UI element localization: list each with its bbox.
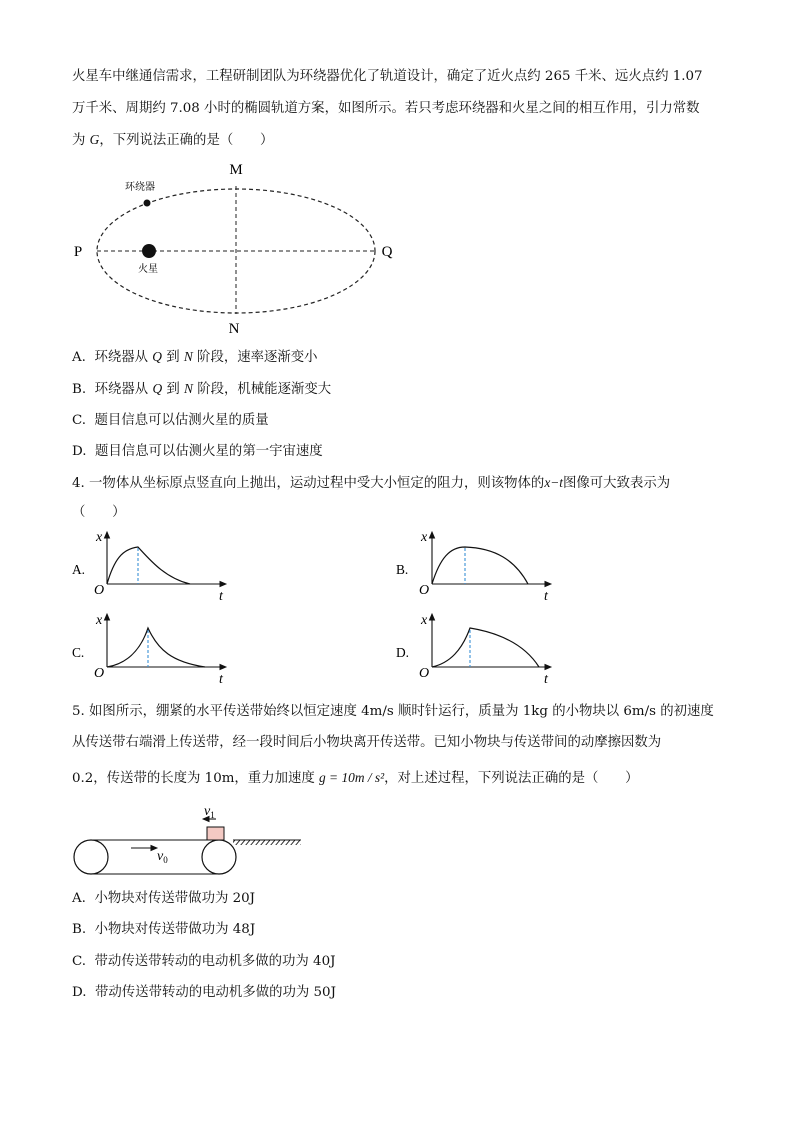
ground-hatch [233, 840, 301, 845]
x-t-symbol: x−t [544, 475, 564, 490]
q3-option-b-post: 阶段，机械能逐渐变大 [192, 382, 332, 397]
q3-stem-line3-post: ，下列说法正确的是（ ） [99, 133, 274, 148]
option-letter: C. [72, 413, 87, 428]
option-letter: B. [72, 922, 87, 937]
x-label: x [96, 613, 103, 628]
point-symbol: N [183, 349, 193, 364]
q5-option-d [72, 984, 336, 1002]
x-label: x [421, 613, 428, 628]
q5-option-c [72, 953, 335, 971]
gravity-formula: g = 10m / s² [319, 770, 385, 785]
graph-letter: A. [72, 562, 86, 577]
q5-stem-line3-post: ，对上述过程，下列说法正确的是（ ） [384, 771, 639, 786]
origin-label: O [94, 583, 105, 598]
origin-label: O [94, 666, 105, 681]
mars-label: 火星 [138, 264, 158, 275]
origin-label: O [419, 583, 430, 598]
small-block [207, 827, 224, 840]
option-text: 题目信息可以估测火星的质量 [94, 413, 269, 428]
x-label: x [421, 530, 428, 545]
option-letter: B. [72, 382, 87, 397]
option-letter: A. [72, 350, 86, 365]
option-text: 带动传送带转动的电动机多做的功为 40J [94, 954, 336, 969]
graph-letter: B. [396, 562, 409, 577]
option-text: 小物块对传送带做功为 48J [94, 922, 256, 937]
t-label: t [219, 672, 223, 687]
q3-option-a-post: 阶段，速率逐渐变小 [192, 350, 318, 365]
q4-stem-line2: （ ） [72, 505, 126, 520]
label-P: P [73, 244, 83, 260]
right-roller [202, 840, 236, 874]
point-symbol: Q [152, 381, 163, 396]
x-label: x [96, 530, 103, 545]
q3-stem-line1: 火星车中继通信需求，工程研制团队为环绕器优化了轨道设计，确定了近火点约 265 千米、远火点约 1.07 [72, 69, 703, 84]
t-label: t [219, 589, 223, 604]
q5-stem-line1: 5. 如图所示，绷紧的水平传送带始终以恒定速度 4m/s 顺时针运行，质量为 1kg 的小物块以 6m/s 的初速度 [72, 704, 714, 719]
option-text: 带动传送带转动的电动机多做的功为 50J [95, 985, 336, 1000]
q5-option-a [72, 890, 255, 908]
label-Q: Q [381, 244, 393, 260]
q5-stem-line2: 从传送带右端滑上传送带，经一段时间后小物块离开传送带。已知小物块与传送带间的动摩擦因数为 [72, 735, 662, 750]
point-symbol: N [184, 381, 193, 396]
point-symbol: Q [152, 349, 162, 364]
q3-option-a-pre: 环绕器从 [94, 350, 153, 365]
origin-label: O [419, 666, 430, 681]
option-letter: A. [72, 891, 86, 906]
v0-label: $v_0$ [157, 849, 168, 865]
q3-option-a-mid: 到 [161, 350, 184, 365]
q5-stem-line3-pre: 0.2，传送带的长度为 10m，重力加速度 [72, 771, 320, 786]
option-letter: C. [72, 954, 87, 969]
q4-stem-pre: 4. 一物体从坐标原点竖直向上抛出，运动过程中受大小恒定的阻力，则该物体的 [72, 476, 545, 491]
left-roller [74, 840, 108, 874]
q3-stem-line3-pre: 为 [72, 133, 90, 148]
option-letter: D. [72, 985, 87, 1000]
q3-option-b-mid: 到 [162, 382, 185, 397]
q5-option-b [72, 921, 255, 939]
gravitational-constant-symbol: G [89, 132, 100, 147]
label-M: M [229, 162, 243, 178]
orbiter-label: 环绕器 [125, 182, 155, 193]
option-text: 小物块对传送带做功为 20J [94, 891, 256, 906]
option-text: 题目信息可以估测火星的第一宇宙速度 [95, 444, 323, 459]
q3-stem-line2: 万千米、周期约 7.08 小时的椭圆轨道方案，如图所示。若只考虑环绕器和火星之间的相互作用，引力常数 [72, 101, 700, 116]
q4-stem-post: 图像可大致表示为 [563, 476, 671, 491]
graph-letter: C. [72, 645, 85, 660]
v1-label: $v_1$ [204, 804, 215, 820]
option-letter: D. [72, 444, 87, 459]
graph-letter: D. [396, 645, 410, 660]
q3-option-b-pre: 环绕器从 [94, 382, 153, 397]
label-N: N [228, 321, 240, 337]
t-label: t [544, 589, 548, 604]
t-label: t [544, 672, 548, 687]
